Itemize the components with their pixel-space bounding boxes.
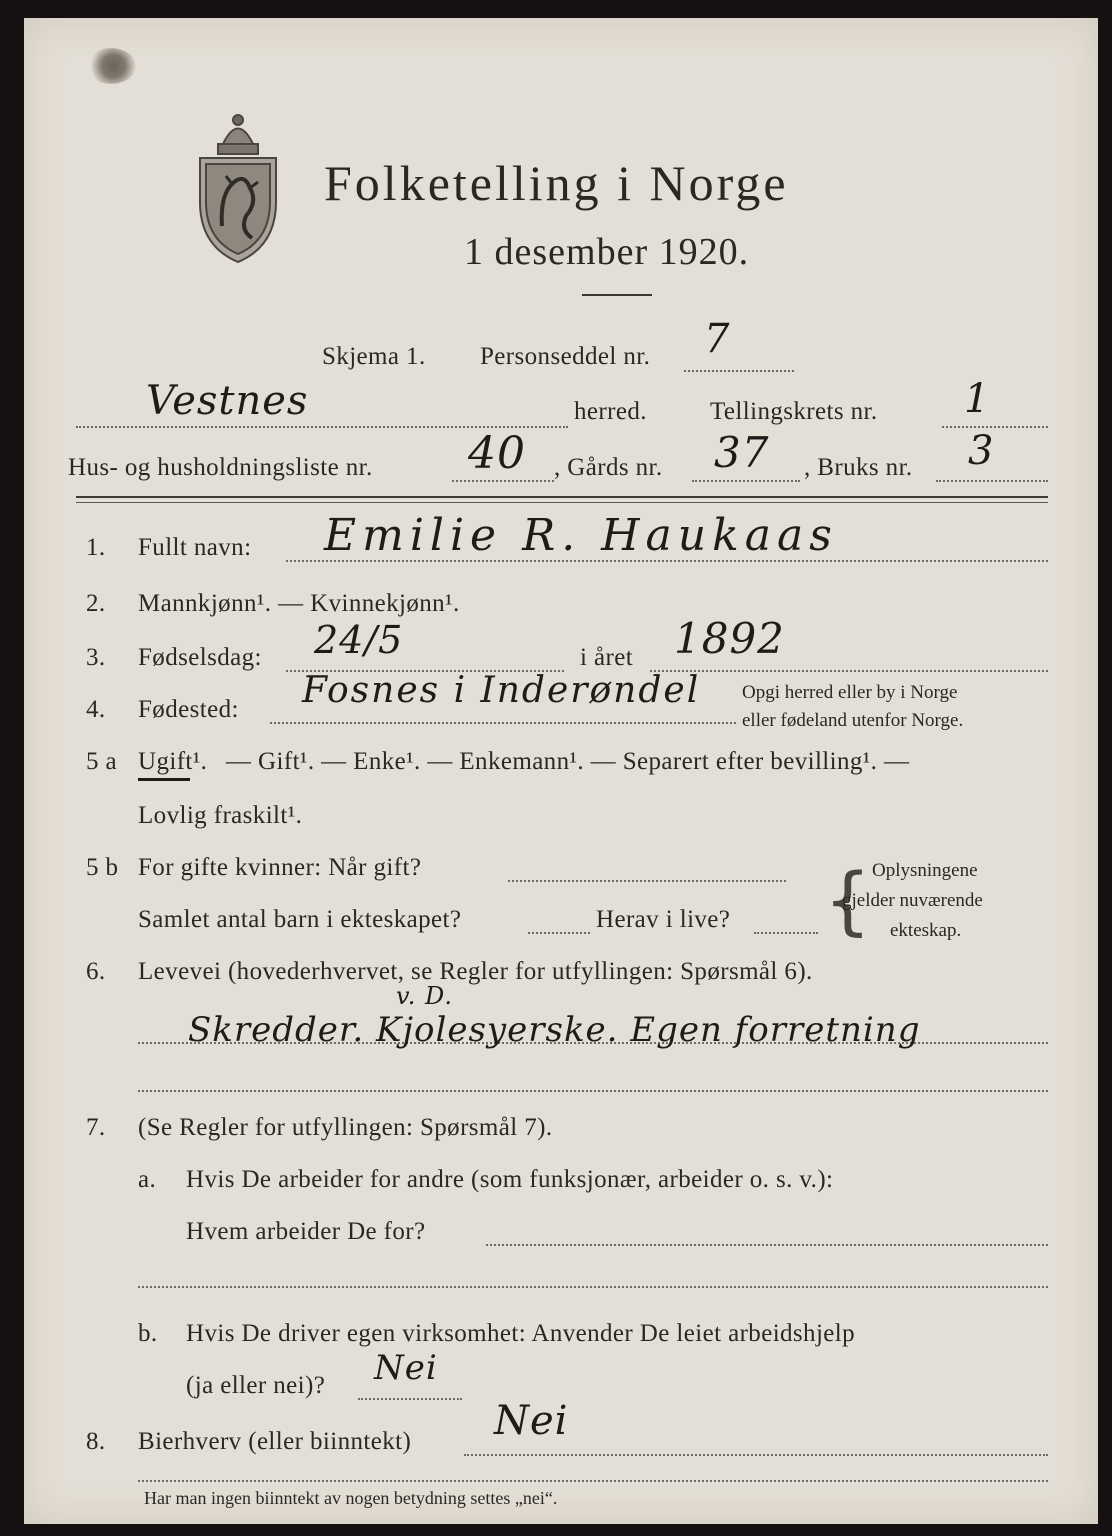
q5b-number: 5 b xyxy=(86,854,119,881)
occupation-insert: v. D. xyxy=(396,982,453,1010)
herred-value[interactable]: Vestnes xyxy=(146,378,309,424)
bruks-label: , Bruks nr. xyxy=(804,454,913,481)
gards-line xyxy=(692,480,800,482)
birthplace-note-2: eller fødeland utenfor Norge. xyxy=(742,710,964,731)
norwegian-coat-of-arms-icon xyxy=(192,106,284,266)
bruks-line xyxy=(936,480,1048,482)
side-income-line-2 xyxy=(138,1480,1048,1482)
side-income-line xyxy=(464,1454,1048,1456)
birthplace-line xyxy=(270,722,736,724)
occupation-value[interactable]: Skredder. Kjolesyerske. Egen forretning xyxy=(188,1010,921,1050)
birth-year-line xyxy=(650,670,1048,672)
q7b-text: Hvis De driver egen virksomhet: Anvender De leiet arbeidshjelp xyxy=(186,1320,856,1347)
hus-label: Hus- og husholdningsliste nr. xyxy=(68,454,373,481)
note-ekteskap: ekteskap. xyxy=(890,920,962,941)
gender-options: Mannkjønn¹. — Kvinnekjønn¹. xyxy=(138,590,460,617)
employer-line xyxy=(486,1244,1048,1246)
gards-label: , Gårds nr. xyxy=(554,454,663,481)
ugift-underline xyxy=(138,778,190,781)
married-when-line xyxy=(508,880,786,882)
birthday-value[interactable]: 24/5 xyxy=(314,618,404,662)
q1-label: Fullt navn: xyxy=(138,534,252,561)
occupation-line-2 xyxy=(138,1090,1048,1092)
married-women-label: For gifte kvinner: Når gift? xyxy=(138,854,422,881)
tellingskrets-label: Tellingskrets nr. xyxy=(710,398,878,425)
note-oplysningene: Oplysningene xyxy=(872,860,978,881)
occupation-label: Levevei (hovederhvervet, se Regler for utfyllingen: Spørsmål 6). xyxy=(138,958,813,985)
q2-number: 2. xyxy=(86,590,106,617)
q7-label: (Se Regler for utfyllingen: Spørsmål 7). xyxy=(138,1114,553,1141)
q7b-yes-no-label: (ja eller nei)? xyxy=(186,1372,326,1399)
personseddel-label: Personseddel nr. xyxy=(480,343,651,370)
tellingskrets-line xyxy=(942,426,1048,428)
birth-year-value[interactable]: 1892 xyxy=(674,614,785,663)
herred-label: herred. xyxy=(574,398,647,425)
hus-line xyxy=(452,480,554,482)
q5a-number: 5 a xyxy=(86,748,118,775)
q7-number: 7. xyxy=(86,1114,106,1141)
q8-number: 8. xyxy=(86,1428,106,1455)
birthplace-note-1: Opgi herred eller by i Norge xyxy=(742,682,958,703)
birth-year-label: i året xyxy=(580,644,634,671)
title-divider xyxy=(582,294,652,296)
personseddel-value[interactable]: 7 xyxy=(704,316,731,362)
q1-number: 1. xyxy=(86,534,106,561)
children-alive-line xyxy=(754,932,818,934)
q6-number: 6. xyxy=(86,958,106,985)
hired-help-line xyxy=(358,1398,462,1400)
q7a-employer-label: Hvem arbeider De for? xyxy=(186,1218,426,1245)
employer-line-2 xyxy=(138,1286,1048,1288)
side-income-label: Bierhverv (eller biinntekt) xyxy=(138,1428,412,1455)
full-name-value[interactable]: Emilie R. Haukaas xyxy=(324,510,838,561)
children-alive-label: Herav i live? xyxy=(596,906,731,933)
brace-icon: { xyxy=(824,858,872,944)
q3-number: 3. xyxy=(86,644,106,671)
q4-label: Fødested: xyxy=(138,696,239,723)
bruks-value[interactable]: 3 xyxy=(968,428,995,474)
ink-smudge xyxy=(86,48,136,84)
q4-number: 4. xyxy=(86,696,106,723)
birthplace-value[interactable]: Fosnes i Inderøndel xyxy=(302,670,701,711)
side-income-value[interactable]: Nei xyxy=(494,1398,569,1444)
skjema-label: Skjema 1. xyxy=(322,343,426,370)
section-divider-thin xyxy=(76,502,1048,503)
hired-help-value[interactable]: Nei xyxy=(374,1348,438,1388)
q7b-letter: b. xyxy=(138,1320,158,1347)
gards-value[interactable]: 37 xyxy=(714,428,770,477)
tellingskrets-value[interactable]: 1 xyxy=(964,376,991,422)
children-total-label: Samlet antal barn i ekteskapet? xyxy=(138,906,462,933)
hus-value[interactable]: 40 xyxy=(468,428,526,479)
section-divider xyxy=(76,496,1048,498)
personseddel-line xyxy=(684,370,794,372)
q7a-letter: a. xyxy=(138,1166,157,1193)
children-total-line xyxy=(528,932,590,934)
footer-note: Har man ingen biinntekt av nogen betydning settes „nei“. xyxy=(144,1488,558,1508)
marital-ugift: Ugift¹. xyxy=(138,748,208,775)
marital-options: — Gift¹. — Enke¹. — Enkemann¹. — Separert efter bevilling¹. — xyxy=(226,748,910,775)
q3-label: Fødselsdag: xyxy=(138,644,262,671)
census-date: 1 desember 1920. xyxy=(464,231,750,273)
note-gjelder: gjelder nuværende xyxy=(842,890,983,911)
form-title: Folketelling i Norge xyxy=(324,155,789,211)
marital-fraskilt: Lovlig fraskilt¹. xyxy=(138,802,303,829)
census-form-page xyxy=(24,18,1098,1524)
q7a-text: Hvis De arbeider for andre (som funksjonær, arbeider o. s. v.): xyxy=(186,1166,834,1193)
